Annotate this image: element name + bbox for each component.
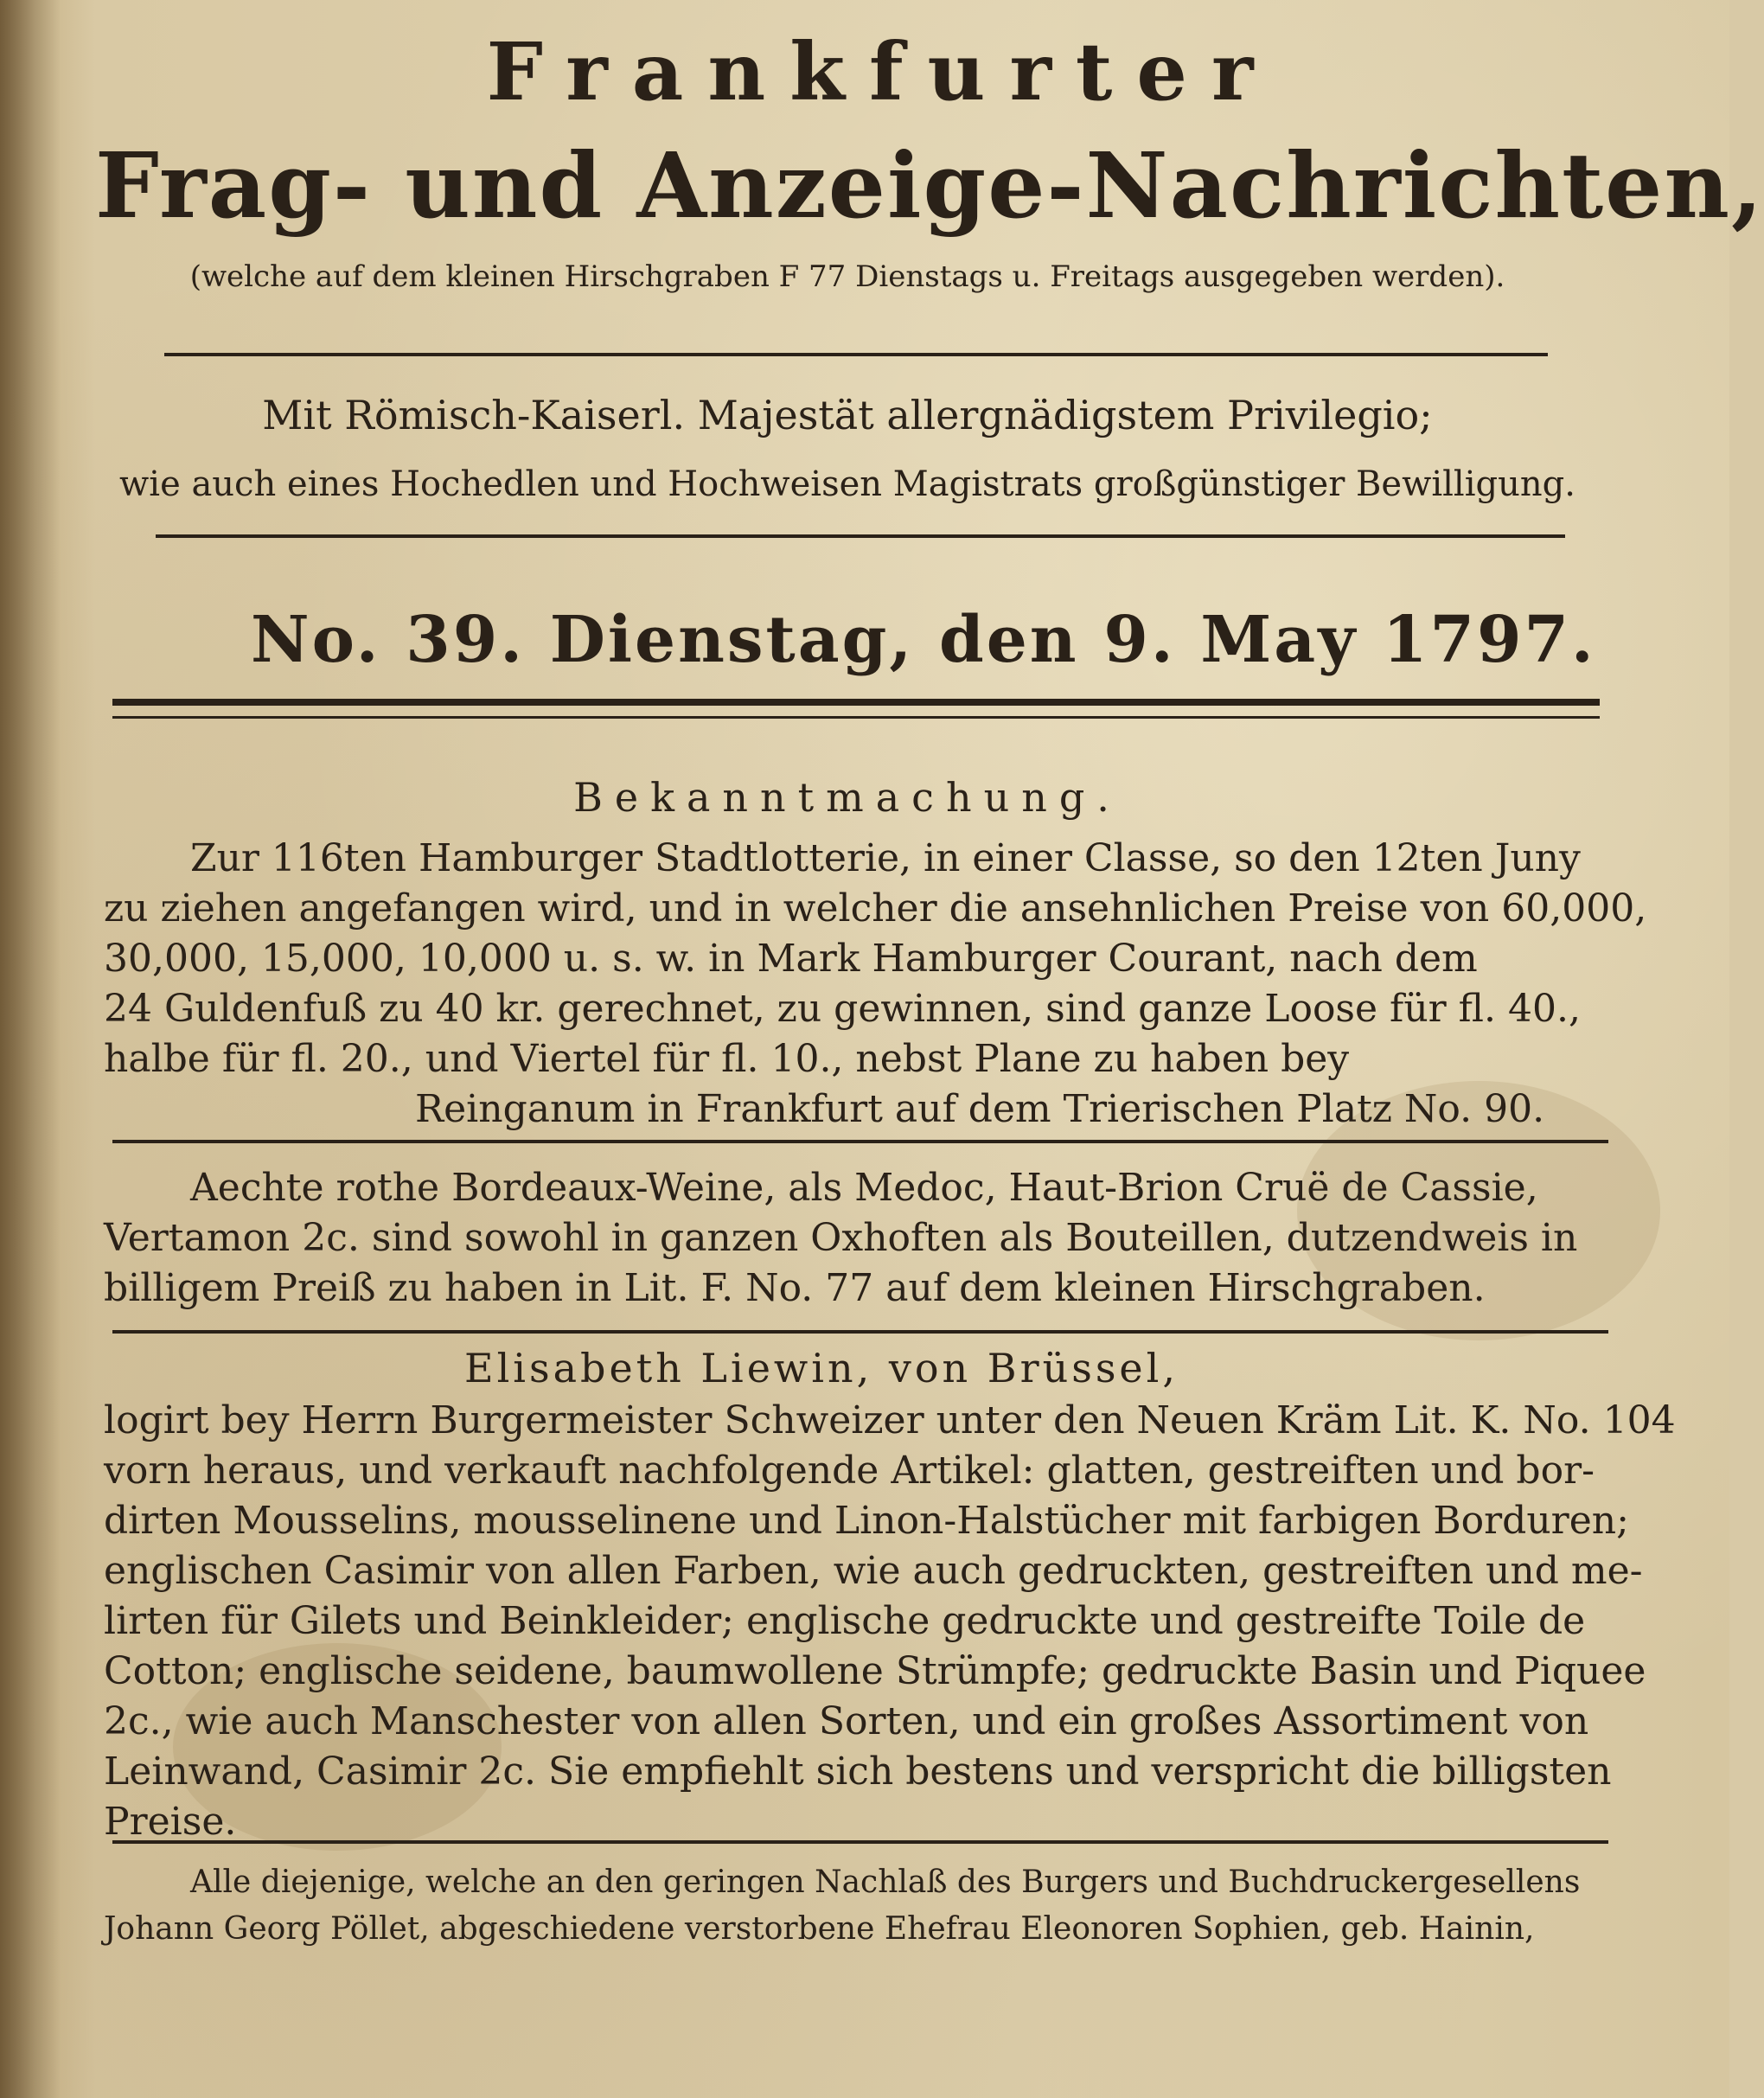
- text-line: Johann Georg Pöllet, abgeschiedene verstorbene Ehefrau Eleonoren Sophien, geb. Hainin,: [104, 1911, 1535, 1947]
- privilege-line-2: wie auch eines Hochedlen und Hochweisen Magistrats großgünstiger Bewilligung.: [119, 464, 1575, 504]
- text-line: Cotton; englische seidene, baumwollene Strümpfe; gedruckte Basin und Piquee: [104, 1649, 1646, 1693]
- text-line: lirten für Gilets und Beinkleider; englische gedruckte und gestreifte Toile de: [104, 1599, 1586, 1643]
- announcement-heading: Bekanntmachung.: [573, 774, 1122, 821]
- wine-advertisement: [104, 1163, 1617, 1314]
- text-line: billigem Preiß zu haben in Lit. F. No. 77 auf dem kleinen Hirschgraben.: [104, 1266, 1486, 1310]
- liewin-heading: Elisabeth Liewin, von Brüssel,: [464, 1345, 1179, 1391]
- text-line: vorn heraus, und verkauft nachfolgende Artikel: glatten, gestreiften und bor-: [104, 1449, 1595, 1493]
- divider-double-rule: [112, 716, 1600, 719]
- text-line: Aechte rothe Bordeaux-Weine, als Medoc, Haut-Brion Cruë de Cassie,: [190, 1166, 1538, 1210]
- text-line: logirt bey Herrn Burgermeister Schweizer unter den Neuen Kräm Lit. K. No. 104: [104, 1398, 1676, 1442]
- liewin-advertisement: [104, 1396, 1676, 1847]
- text-line: dirten Mousselins, mousselinene und Linon-Halstücher mit farbigen Borduren;: [104, 1499, 1629, 1543]
- issue-date-line: No. 39. Dienstag, den 9. May 1797.: [251, 603, 1596, 677]
- divider-rule: [112, 1840, 1608, 1844]
- text-line: Vertamon 2c. sind sowohl in ganzen Oxhoften als Bouteillen, dutzendweis in: [104, 1216, 1578, 1260]
- text-line: zu ziehen angefangen wird, und in welcher die ansehnlichen Preise von 60,000,: [104, 886, 1647, 931]
- divider-rule: [112, 1140, 1608, 1143]
- binding-shadow: [0, 0, 61, 2098]
- divider-rule: [112, 1330, 1608, 1334]
- divider-rule: [164, 353, 1548, 356]
- divider-rule: [156, 534, 1565, 538]
- text-line: halbe für fl. 20., und Viertel für fl. 10., nebst Plane zu haben bey: [104, 1037, 1350, 1081]
- text-line: Reinganum in Frankfurt auf dem Trierischen Platz No. 90.: [415, 1087, 1545, 1131]
- text-line: Leinwand, Casimir 2c. Sie empfiehlt sich bestens und verspricht die billigsten: [104, 1749, 1612, 1794]
- masthead-subtitle: (welche auf dem kleinen Hirschgraben F 77 Dienstags u. Freitags ausgegeben werden).: [189, 259, 1505, 294]
- text-line: englischen Casimir von allen Farben, wie auch gedruckten, gestreiften und me-: [104, 1549, 1643, 1593]
- text-line: Alle diejenige, welche an den geringen Nachlaß des Burgers und Buchdruckergesellens: [190, 1865, 1581, 1900]
- text-line: 24 Guldenfuß zu 40 kr. gerechnet, zu gewinnen, sind ganze Loose für fl. 40.,: [104, 987, 1581, 1031]
- text-line: Zur 116ten Hamburger Stadtlotterie, in einer Classe, so den 12ten Juny: [190, 836, 1581, 880]
- text-line: Preise.: [104, 1800, 237, 1844]
- divider-double-rule: [112, 699, 1600, 706]
- announcement-body: [104, 834, 1647, 1135]
- text-line: 30,000, 15,000, 10,000 u. s. w. in Mark Hamburger Courant, nach dem: [104, 937, 1478, 981]
- masthead-title-top: Frankfurter: [486, 25, 1278, 118]
- privilege-line-1: Mit Römisch-Kaiserl. Majestät allergnädigstem Privilegio;: [262, 392, 1433, 438]
- text-line: 2c., wie auch Manschester von allen Sorten, und ein großes Assortiment von: [104, 1699, 1589, 1743]
- masthead-title-main: Frag- und Anzeige-Nachrichten,: [95, 132, 1764, 239]
- estate-notice: [104, 1859, 1617, 1953]
